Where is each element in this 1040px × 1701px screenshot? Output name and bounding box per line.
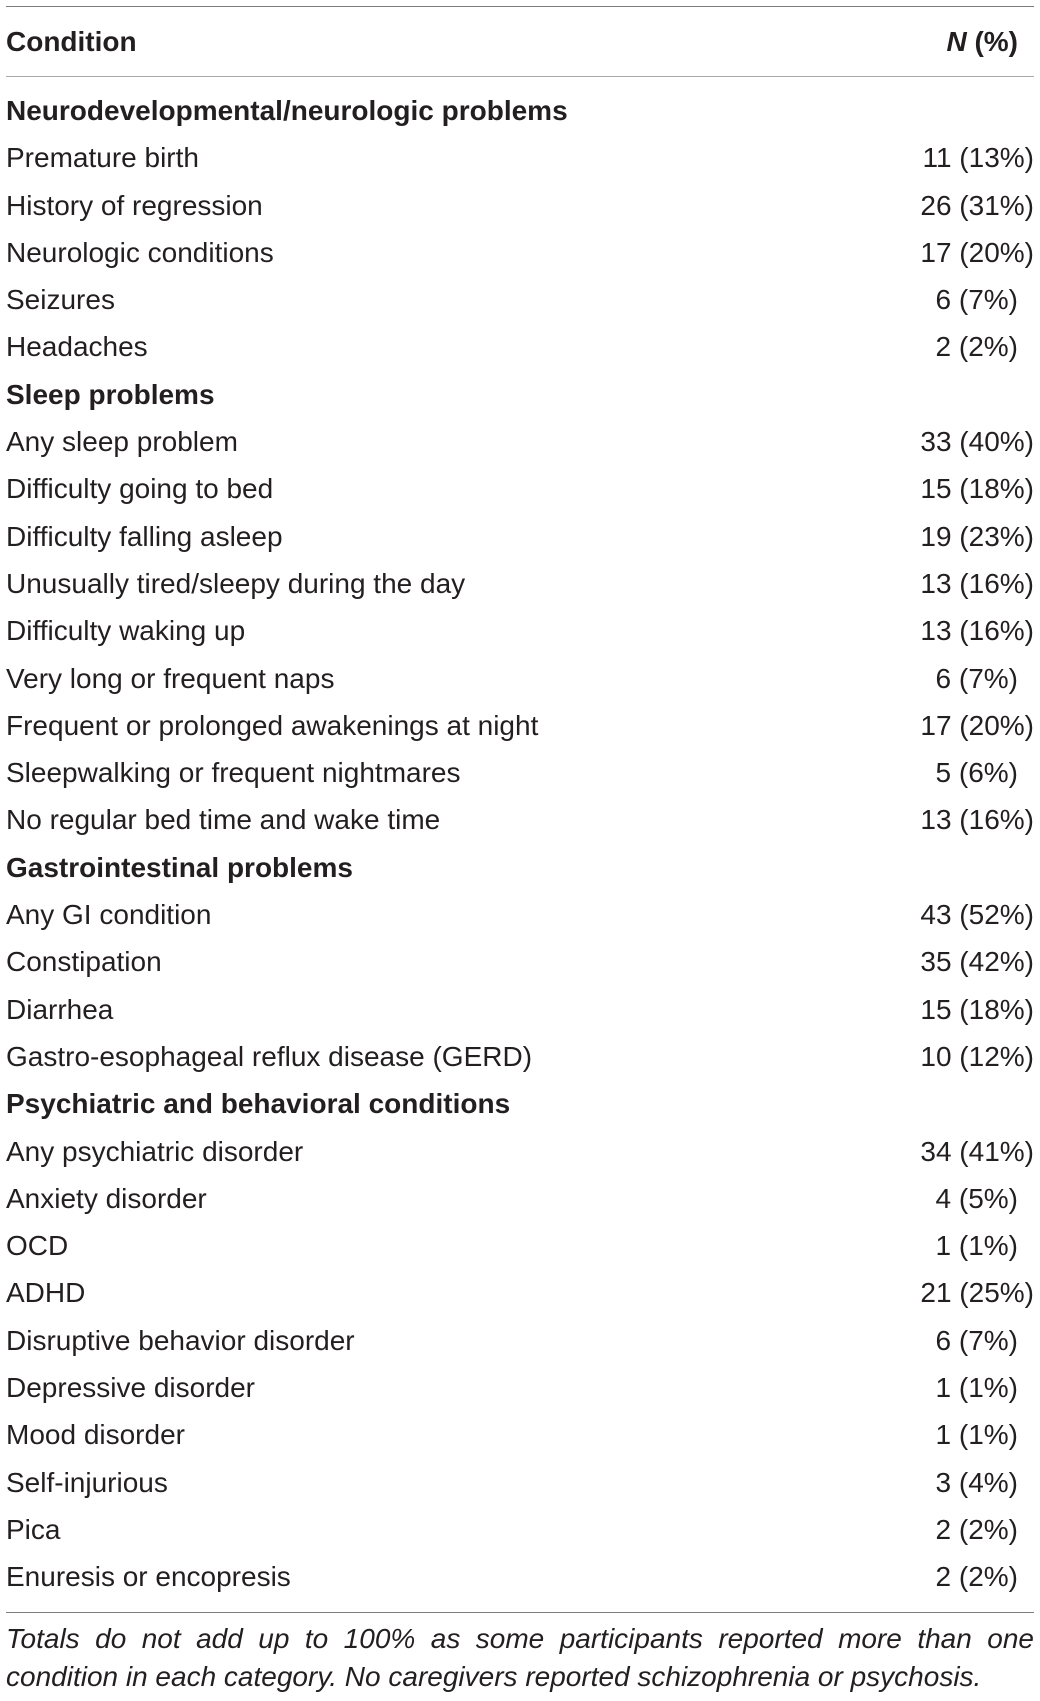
condition-label: Pica — [6, 1513, 61, 1545]
condition-count-value: 6 (7%) — [935, 284, 1018, 316]
table-row — [0, 939, 1040, 986]
table-body — [0, 88, 1040, 1602]
condition-label: Any GI condition — [6, 899, 212, 931]
table-row — [0, 1460, 1040, 1507]
condition-count-value: 15 (18%) — [920, 473, 1034, 505]
table-row — [0, 750, 1040, 797]
condition-label: No regular bed time and wake time — [6, 804, 441, 836]
condition-label: Mood disorder — [6, 1419, 185, 1451]
condition-label: Difficulty going to bed — [6, 473, 274, 505]
table-row — [0, 656, 1040, 703]
section-header-row — [0, 1081, 1040, 1128]
condition-label: Sleepwalking or frequent nightmares — [6, 757, 461, 789]
section-title: Neurodevelopmental/neurologic problems — [6, 95, 568, 126]
condition-count-value: 21 (25%) — [920, 1277, 1034, 1309]
condition-count-value: 2 (2%) — [935, 1513, 1018, 1545]
table-header-rule — [6, 76, 1034, 77]
table-row — [0, 1554, 1040, 1601]
condition-label: Constipation — [6, 946, 162, 978]
table-row — [0, 1223, 1040, 1270]
condition-label: Difficulty waking up — [6, 615, 246, 647]
condition-count-value: 26 (31%) — [920, 189, 1034, 221]
condition-count-value: 6 (7%) — [935, 1324, 1018, 1356]
condition-label: Premature birth — [6, 142, 199, 174]
condition-count-value: 43 (52%) — [920, 899, 1034, 931]
condition-label: Very long or frequent naps — [6, 662, 335, 694]
section-title: Gastrointestinal problems — [6, 851, 353, 883]
condition-label: Headaches — [6, 331, 148, 363]
condition-count-value: 1 (1%) — [935, 1419, 1018, 1451]
table-row — [0, 514, 1040, 561]
table-row — [0, 230, 1040, 277]
column-header-percent: (%) — [966, 26, 1018, 57]
table-row — [0, 1412, 1040, 1459]
table-row — [0, 1034, 1040, 1081]
condition-label: OCD — [6, 1230, 69, 1262]
table-row — [0, 608, 1040, 655]
condition-label: Depressive disorder — [6, 1372, 255, 1404]
table-row — [0, 419, 1040, 466]
condition-label: History of regression — [6, 189, 263, 221]
condition-count-value: 3 (4%) — [935, 1466, 1018, 1498]
condition-count-value: 11 (13%) — [922, 142, 1034, 174]
table-row — [0, 1129, 1040, 1176]
condition-label: Enuresis or encopresis — [6, 1561, 291, 1593]
table-row — [0, 1365, 1040, 1412]
section-header-row — [0, 372, 1040, 419]
condition-count-value: 10 (12%) — [920, 1040, 1034, 1072]
table-row — [0, 1270, 1040, 1317]
condition-count-value: 5 (6%) — [935, 757, 1018, 789]
condition-label: Unusually tired/sleepy during the day — [6, 567, 466, 599]
condition-count-value: 2 (2%) — [935, 1561, 1018, 1593]
condition-count-value: 1 (1%) — [935, 1372, 1018, 1404]
condition-label: Frequent or prolonged awakenings at night — [6, 709, 539, 741]
condition-label: Any psychiatric disorder — [6, 1135, 304, 1167]
condition-label: Any sleep problem — [6, 426, 238, 458]
condition-label: Seizures — [6, 284, 115, 316]
condition-count-value: 2 (2%) — [935, 331, 1018, 363]
table-row — [0, 892, 1040, 939]
condition-count-value: 17 (20%) — [920, 709, 1034, 741]
section-header-row — [0, 845, 1040, 892]
section-title: Sleep problems — [6, 378, 215, 410]
condition-label: Disruptive behavior disorder — [6, 1324, 355, 1356]
table-row — [0, 277, 1040, 324]
table-row — [0, 1318, 1040, 1365]
condition-count-value: 33 (40%) — [920, 426, 1034, 458]
condition-count-value: 13 (16%) — [920, 567, 1034, 599]
condition-count-value: 15 (18%) — [920, 993, 1034, 1025]
table-bottom-rule — [6, 1612, 1034, 1613]
table-row — [0, 797, 1040, 844]
condition-label: Self-injurious — [6, 1466, 168, 1498]
table-row — [0, 987, 1040, 1034]
condition-count-value: 19 (23%) — [920, 520, 1034, 552]
condition-count-value: 17 (20%) — [920, 236, 1034, 268]
condition-count-value: 13 (16%) — [920, 804, 1034, 836]
table-row — [0, 135, 1040, 182]
condition-label: Difficulty falling asleep — [6, 520, 283, 552]
condition-count-value: 1 (1%) — [935, 1230, 1018, 1262]
condition-count-value: 6 (7%) — [935, 662, 1018, 694]
condition-count-value: 34 (41%) — [920, 1135, 1034, 1167]
column-header-n-symbol: N — [946, 26, 967, 57]
table-row — [0, 1507, 1040, 1554]
table-row — [0, 561, 1040, 608]
condition-count-value: 13 (16%) — [920, 615, 1034, 647]
table-row — [0, 183, 1040, 230]
condition-label: Neurologic conditions — [6, 236, 274, 268]
section-header-row — [0, 88, 1040, 135]
table-header-row — [0, 6, 1040, 76]
condition-label: ADHD — [6, 1277, 86, 1309]
condition-label: Anxiety disorder — [6, 1182, 207, 1214]
table-row — [0, 1176, 1040, 1223]
condition-count-value: 35 (42%) — [920, 946, 1034, 978]
table-row — [0, 324, 1040, 371]
table-footnote: Totals do not add up to 100% as some participants reported more than one condition in each category. No caregivers reported schizophrenia or psychosis. — [6, 1623, 1034, 1692]
column-header-condition: Condition — [6, 26, 137, 57]
table-row — [0, 466, 1040, 513]
condition-label: Diarrhea — [6, 993, 114, 1025]
table-row — [0, 703, 1040, 750]
condition-count-value: 4 (5%) — [935, 1182, 1018, 1214]
section-title: Psychiatric and behavioral conditions — [6, 1088, 511, 1120]
condition-label: Gastro-esophageal reflux disease (GERD) — [6, 1040, 533, 1072]
column-header-n-percent — [946, 26, 1018, 58]
